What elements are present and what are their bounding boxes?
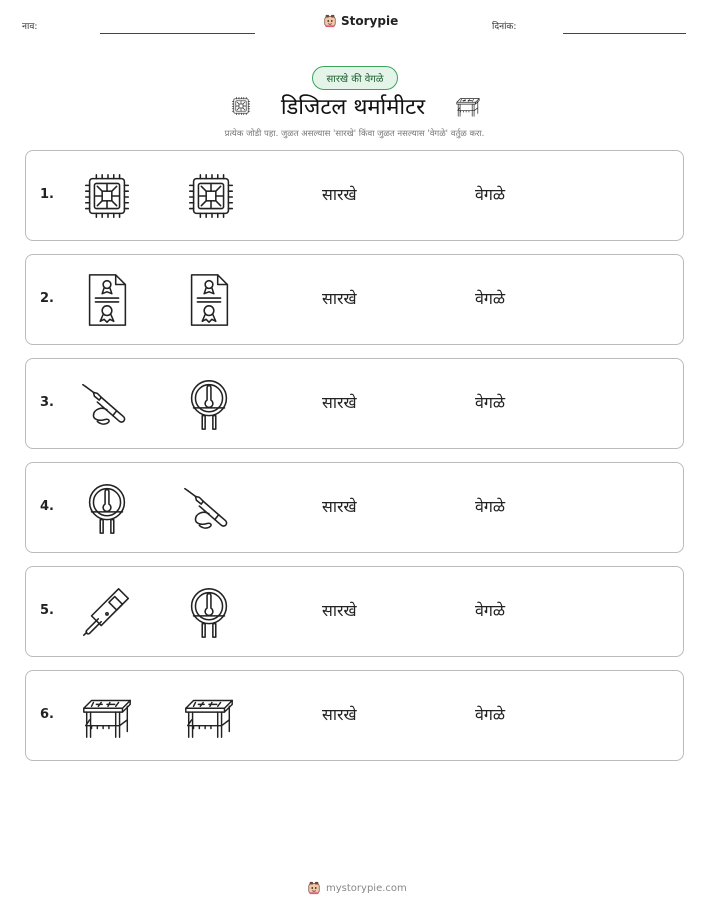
row-number: 1. — [40, 187, 54, 202]
row-number: 2. — [40, 291, 54, 306]
different-option[interactable]: वेगळे — [475, 185, 506, 204]
pair-row — [25, 150, 684, 241]
footer-url: mystorypie.com — [326, 882, 407, 894]
microchip-icon — [182, 167, 240, 225]
same-option[interactable]: सारखे — [322, 289, 357, 308]
pair-row — [25, 670, 684, 761]
certificate-icon — [78, 271, 136, 329]
different-option[interactable]: वेगळे — [475, 705, 506, 724]
microchip-icon — [229, 94, 253, 118]
same-option[interactable]: सारखे — [322, 185, 357, 204]
row-number: 3. — [40, 395, 54, 410]
page-title — [229, 92, 483, 120]
different-option[interactable]: वेगळे — [475, 289, 506, 308]
microchip-icon — [78, 167, 136, 225]
soldering-iron-icon — [180, 479, 238, 537]
certificate-icon — [180, 271, 238, 329]
footer — [307, 881, 407, 895]
instructions: प्रत्येक जोडी पहा. जुळत असल्यास 'सारखे' किंवा जुळत नसल्यास 'वेगळे' वर्तुळ करा. — [224, 129, 485, 139]
name-line[interactable] — [100, 33, 255, 34]
row-number: 5. — [40, 603, 54, 618]
workbench-icon — [453, 92, 483, 120]
brand-logo — [323, 14, 398, 28]
title-text: डिजिटल थर्मामीटर — [280, 95, 426, 120]
date-line[interactable] — [563, 33, 686, 34]
pair-row — [25, 254, 684, 345]
different-option[interactable]: वेगळे — [475, 393, 506, 412]
thermostat-sensor-icon — [180, 375, 238, 433]
same-option[interactable]: सारखे — [322, 497, 357, 516]
same-option[interactable]: सारखे — [322, 601, 357, 620]
category-badge: सारखे की वेगळे — [312, 66, 398, 90]
pair-row — [25, 462, 684, 553]
workbench-icon — [78, 687, 136, 745]
same-option[interactable]: सारखे — [322, 393, 357, 412]
date-label: दिनांक: — [492, 22, 517, 32]
different-option[interactable]: वेगळे — [475, 601, 506, 620]
different-option[interactable]: वेगळे — [475, 497, 506, 516]
thermostat-sensor-icon — [180, 583, 238, 641]
same-option[interactable]: सारखे — [322, 705, 357, 724]
pair-row — [25, 566, 684, 657]
soldering-iron-icon — [78, 375, 136, 433]
workbench-icon — [180, 687, 238, 745]
pair-row — [25, 358, 684, 449]
row-number: 4. — [40, 499, 54, 514]
storypie-logo-icon — [323, 14, 337, 28]
brand-name: Storypie — [341, 14, 399, 28]
thermostat-sensor-icon — [78, 479, 136, 537]
name-label: नाव: — [22, 22, 38, 32]
storypie-logo-icon — [307, 881, 321, 895]
row-number: 6. — [40, 707, 54, 722]
digital-thermometer-icon — [78, 583, 136, 641]
